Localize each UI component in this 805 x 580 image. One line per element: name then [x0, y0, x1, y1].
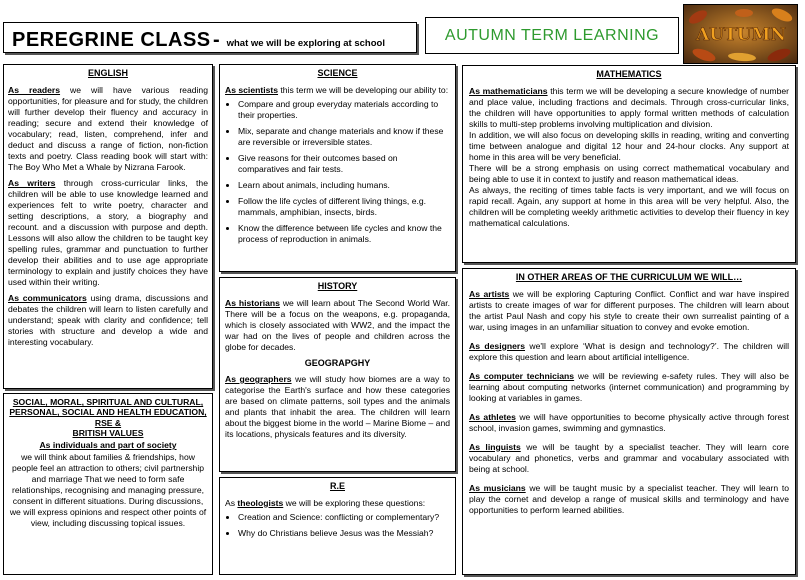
maths-p3: There will be a strong emphasis on using correct mathematical vocabulary and being able to use it in context to justify and reason mathematical ideas.: [469, 162, 789, 184]
list-item: • Learn about animals, including humans.: [238, 180, 450, 191]
re-title: R.E: [329, 481, 345, 491]
english-title: ENGLISH: [87, 68, 128, 78]
english-readers: As readers we will have various reading opportunities, for pleasure and for study, the children will further develop their fluency and accuracy in reading; secure and extend their knowledge of vocabulary; read, listen, comprehend, infer and deduct and discuss a range of fiction, non-fiction texts and poetry. Class reading book will start with: The Boy Who Met a Whale by Nizrana Farook.: [8, 84, 209, 172]
list-item: • Mix, separate and change materials and know if these are reversible or irreversible states.: [238, 126, 450, 148]
autumn-image: [683, 4, 798, 64]
list-item: • Know the difference between life cycles and know the process of reproduction in animals.: [238, 223, 450, 245]
smsc-title-line-1: SOCIAL, MORAL, SPIRITUAL AND CULTURAL,: [12, 397, 204, 407]
smsc-lead: As individuals and part of society: [39, 440, 177, 451]
other-linguists: As linguists we will be taught by a specialist teacher. They will learn core vocabulary and phonetics, verbs and grammar and vocabulary associated with being at school.: [469, 441, 789, 474]
other-computer-technicians: As computer technicians we will be reviewing e-safety rules. They will also be learning about computing networks (internet communication) and programming by looking at variables in games.: [469, 370, 789, 403]
history-title: HISTORY: [317, 281, 358, 291]
maths-p1: As mathematicians this term we will be developing a secure knowledge of number and place value, including fractions and decimals. Through cross-curricular links, the children will have opportunities to apply formal written methods of calculation skills to multi-step problems involving multiplication and division.: [469, 85, 789, 129]
other-designers: As designers we'll explore ‘What is design and technology?’. The children will explore this question and learn about artificial intelligence.: [469, 340, 789, 362]
history-geography-panel: [219, 277, 456, 472]
smsc-title-line-3: BRITISH VALUES: [72, 427, 144, 438]
maths-p2: In addition, we will also focus on developing skills in reading, writing and converting time between analogue and digital 12 hour and 24-hour clocks. Any support at home in this area will be very beneficial.: [469, 129, 789, 162]
autumn-leaves-illustration: [684, 5, 798, 64]
maths-title: MATHEMATICS: [596, 69, 662, 79]
science-title: SCIENCE: [317, 68, 358, 78]
maths-p4: As always, the reciting of times table facts is very important, and we will focus on rapid recall. Again, any support at home in this area will be very helpful. Also, the children will be completing weekly arithmetic activities to develop their fluency in key mathematical calculations.: [469, 184, 789, 228]
page-subtitle: what we will be exploring at school: [226, 38, 385, 49]
title-banner: [3, 22, 417, 53]
other-artists: As artists we will be exploring Capturing Conflict. Conflict and war have inspired artists to create images of war for different purposes. The children will learn about the artist Paul Nash and copy his style to create their own surrealist painting of a war, using images in an unfamiliar situation to convey and evoke emotion.: [469, 288, 789, 332]
english-panel: [3, 64, 213, 389]
other-athletes: As athletes we will have opportunities to become physically active through forest school, invasion games, swimming and gymnastics.: [469, 411, 789, 433]
list-item: • Compare and group everyday materials according to their properties.: [238, 99, 450, 121]
history-text: As historians we will learn about The Second World War. There will be a focus on the weapons, e.g. propaganda, which is closely associated with WW2, and the impact the war had on the lives of people and children across the globe for decades.: [225, 297, 450, 352]
smsc-text: we will think about families & friendships, how people feel an attraction to others; civil partnership and marriage That we need to form safe relationships, recognising and managing pressure, consent in different situations. During discussions, we will express opinions and respect other points of view, including discussing topical issues.: [9, 452, 207, 529]
science-intro: As scientists this term we will be developing our ability to:: [225, 84, 449, 95]
re-intro: As theologists we will be exploring these questions:: [225, 497, 426, 508]
smsc-title-line-2: PERSONAL, SOCIAL AND HEALTH EDUCATION, RSE &: [9, 407, 207, 428]
maths-panel: [462, 65, 796, 263]
class-name: PEREGRINE CLASS: [12, 29, 211, 51]
science-list: [225, 99, 450, 245]
re-list: [225, 512, 450, 539]
list-item: • Why do Christians believe Jesus was the Messiah?: [238, 528, 450, 539]
geography-text: As geographers we will study how biomes are a way to categorise the Earth's surface and how these categories are based on climate patterns, soil types and the animals and plants that inhabit the area. The children will learn about the biggest biome in the world – Marine Biome – and its locations, physicals features and its diversity.: [225, 374, 450, 440]
other-areas-title: IN OTHER AREAS OF THE CURRICULUM WE WILL…: [515, 272, 743, 282]
english-communicators: As communicators using drama, discussions and debates the children will learn to listen carefully and understand; speak with clarity and confidence; tell stories with structure and develop a wide and interesting vocabulary.: [8, 292, 208, 347]
list-item: • Creation and Science: conflicting or complementary?: [238, 512, 450, 523]
term-banner: [425, 17, 679, 54]
geography-title: GEOGRAPGHY: [304, 357, 371, 368]
other-areas-panel: [462, 268, 796, 575]
smsc-panel: [3, 393, 213, 575]
english-writers: As writers through cross-curricular links, the children will be able to use knowledge learned and experiences felt to write poetry, character and setting descriptions, a story, a biography and recount. and a discussion with purpose and depth. Lessons will also allow the children to be taught key spelling rules, grammar and punctuation to further develop their abilities and to use age appropriate terminology to explain and justify choices they have used within their writing.: [8, 177, 208, 287]
other-musicians: As musicians we will be taught music by a specialist teacher. They will learn to play the cornet and develop a range of musical skills and terminology and have opportunities to perform learned abilities.: [469, 482, 790, 515]
science-panel: [219, 64, 456, 272]
list-item: • Give reasons for their outcomes based on comparatives and fair tests.: [238, 153, 450, 175]
title-dash: -: [213, 29, 221, 51]
re-panel: [219, 477, 456, 575]
autumn-image-text: AUTUMN: [696, 25, 786, 45]
list-item: • Follow the life cycles of different living things, e.g. mammals, amphibian, insects, birds.: [238, 196, 450, 218]
term-title: AUTUMN TERM LEARNING: [444, 27, 660, 44]
